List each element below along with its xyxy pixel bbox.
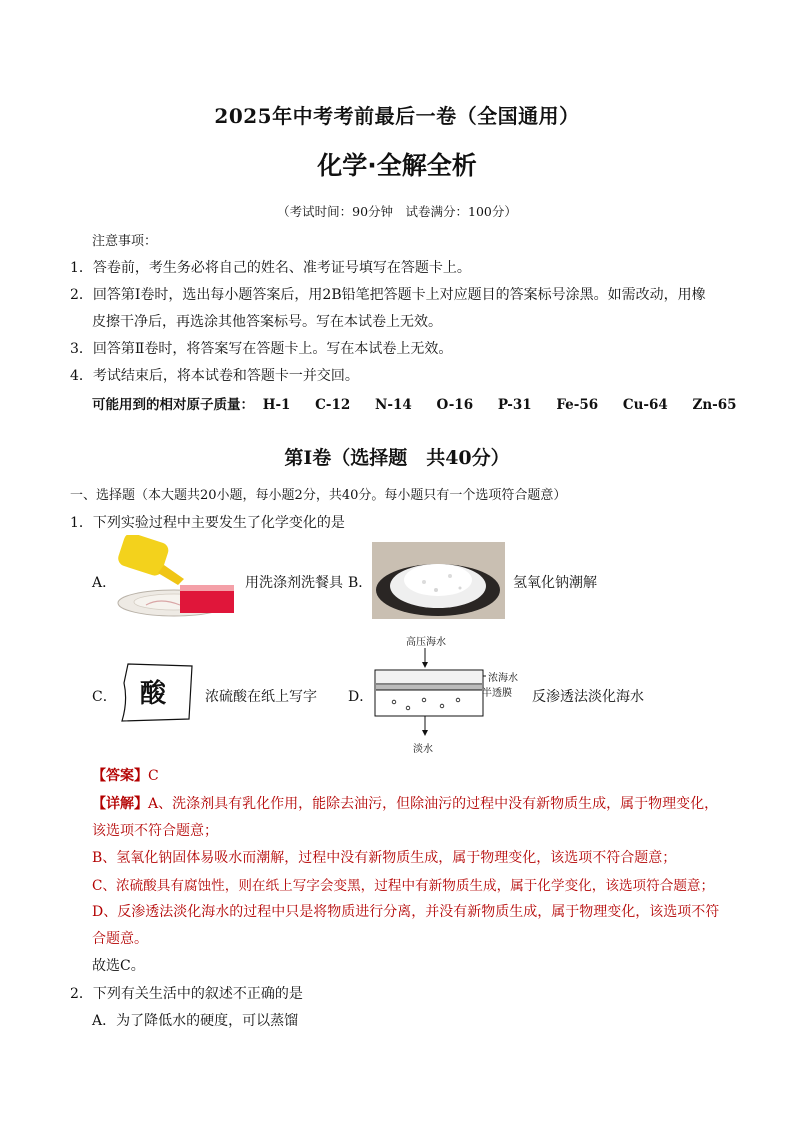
option-c-letter: C． <box>92 689 117 705</box>
question-2-stem: 2．下列有关生活中的叙述不正确的是 <box>70 986 303 1002</box>
atomic-mass: Zn-65 <box>692 397 737 413</box>
note-item: 3．回答第Ⅱ卷时，将答案写在答题卡上。写在本试卷上无效。 <box>70 341 453 357</box>
notes-title: 注意事项： <box>92 234 158 249</box>
question-1-stem: 1．下列实验过程中主要发生了化学变化的是 <box>70 515 345 531</box>
acid-glyph: 酸 <box>140 679 167 709</box>
option-b-text: 氢氧化钠潮解 <box>513 575 597 591</box>
note-item: 1．答卷前，考生务必将自己的姓名、准考证号填写在答题卡上。 <box>70 260 471 276</box>
conclusion: 故选C。 <box>92 958 145 974</box>
explanation-line: D、反渗透法淡化海水的过程中只是将物质进行分离，并没有新物质生成，属于物理变化，该选项不符 <box>92 904 720 920</box>
explanation-line: B、氢氧化钠固体易吸水而潮解，过程中没有新物质生成，属于物理变化，该选项不符合题意； <box>92 850 677 866</box>
explanation-line: 该选项不符合题意； <box>92 823 218 839</box>
atomic-masses <box>92 393 755 413</box>
diagram-right-label-2: 半透膜 <box>482 688 512 699</box>
option-d-letter: D． <box>348 689 374 705</box>
explain-text: A、洗涤剂具有乳化作用，能除去油污，但除油污的过程中没有新物质生成，属于物理变化， <box>148 796 719 812</box>
atomic-mass: O-16 <box>436 397 474 413</box>
question-2-option-a: A．为了降低水的硬度，可以蒸馏 <box>92 1013 299 1029</box>
sodium-hydroxide-image <box>372 542 505 619</box>
atomic-mass: Fe-56 <box>556 397 599 413</box>
section-instruction: 一、选择题（本大题共20小题，每小题2分，共40分。每小题只有一个选项符合题意） <box>70 488 567 503</box>
exam-title: 2025年中考考前最后一卷（全国通用） <box>214 104 580 128</box>
atomic-mass: N-14 <box>375 397 412 413</box>
exam-subtitle: 化学·全解全析 <box>317 151 477 180</box>
note-item: 皮擦干净后，再选涂其他答案标号。写在本试卷上无效。 <box>92 314 442 330</box>
explanation-line: C、浓硫酸具有腐蚀性，则在纸上写字会变黑，过程中有新物质生成，属于化学变化，该选项符合题意； <box>92 878 715 894</box>
reverse-osmosis-diagram <box>372 646 487 741</box>
note-item: 4．考试结束后，将本试卷和答题卡一并交回。 <box>70 368 359 384</box>
detergent-dish-image <box>112 535 242 619</box>
atomic-mass: Cu-64 <box>622 397 668 413</box>
option-d-text: 反渗透法淡化海水 <box>532 689 644 705</box>
diagram-top-label: 高压海水 <box>406 637 446 648</box>
atomic-mass: H-1 <box>262 397 291 413</box>
option-c-text: 浓硫酸在纸上写字 <box>205 689 317 705</box>
explain-label: 【详解】 <box>92 796 148 812</box>
option-a-text: 用洗涤剂洗餐具 <box>245 575 343 591</box>
option-b-letter: B． <box>348 575 373 591</box>
section-title: 第Ⅰ卷（选择题 共40分） <box>284 447 510 469</box>
atomic-label: 可能用到的相对原子质量： <box>92 397 254 413</box>
diagram-right-label-1: 浓海水 <box>488 673 518 684</box>
exam-info: （考试时间：90分钟 试卷满分：100分） <box>277 204 517 219</box>
answer-label: 【答案】 <box>92 768 148 784</box>
atomic-mass: C-12 <box>315 397 351 413</box>
diagram-bottom-label: 淡水 <box>413 744 433 755</box>
option-a-letter: A． <box>92 575 117 591</box>
explanation-line <box>92 793 718 813</box>
answer-line <box>92 765 159 785</box>
atomic-mass: P-31 <box>497 397 532 413</box>
explanation-line: 合题意。 <box>92 931 148 947</box>
note-item: 2．回答第Ⅰ卷时，选出每小题答案后，用2B铅笔把答题卡上对应题目的答案标号涂黑。如需改动，用橡 <box>70 287 706 303</box>
answer-value: C <box>148 768 159 784</box>
